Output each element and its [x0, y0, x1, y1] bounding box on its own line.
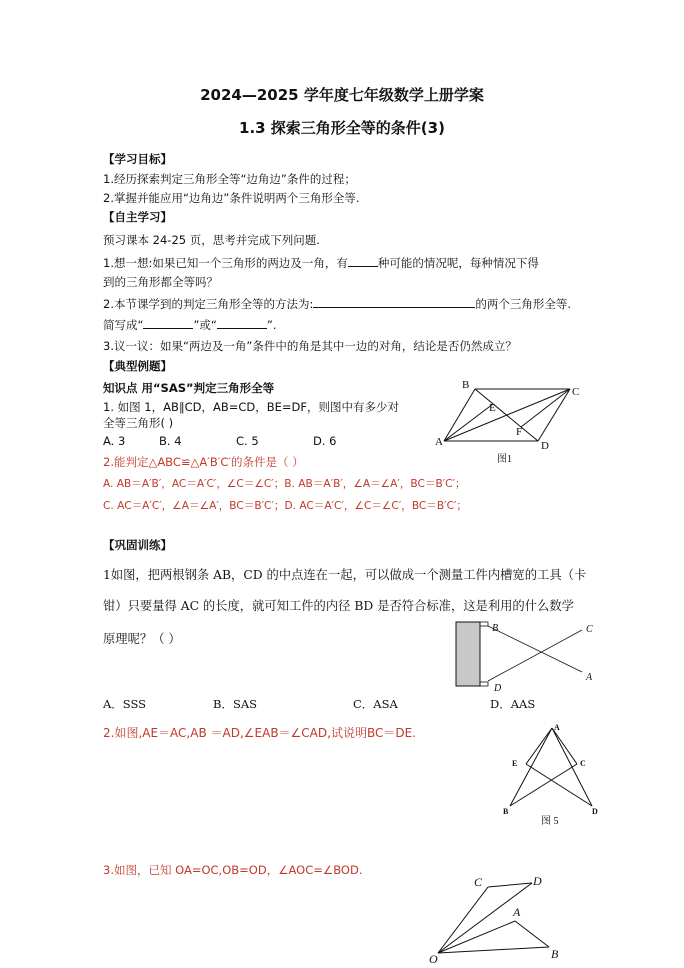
question-1-line2: 到的三角形都全等吗？ — [103, 275, 218, 289]
fig1-label-c: C — [572, 386, 580, 398]
fig1-label-f: F — [516, 426, 523, 438]
fig1-edge-ab — [444, 389, 475, 441]
fig5-label-a: A — [554, 723, 560, 732]
example-2-options-cd: C. AC＝A′C′，∠A＝∠A′，BC＝B′C′；D. AC＝A′C′，∠C＝∠C′，BC＝B′C′； — [103, 500, 467, 512]
question-1-line1 — [103, 254, 539, 271]
fig3-line-ab — [515, 921, 549, 947]
fig1-label-b: B — [462, 379, 470, 391]
goals-heading: 【学习目标】 — [103, 152, 172, 166]
workpiece-slot-top — [480, 622, 488, 626]
practice-1-line1: 1如图，把两根钢条 AB，CD 的中点连在一起，可以做成一个测量工件内槽宽的工具（卡 — [103, 568, 587, 582]
p1-option-b[interactable]: B．SAS — [213, 697, 258, 711]
q1-text-b: 种可能的情况呢，每种情况下得 — [377, 256, 539, 270]
example-2-options-ab: A. AB＝A′B′，AC＝A′C′，∠C＝∠C′；B. AB＝A′B′，∠A＝∠A′，BC＝B′C′； — [103, 478, 466, 490]
p1-option-d[interactable]: D．AAS — [490, 697, 536, 711]
q2-text-a: 2.本节课学到的判定三角形全等的方法为: — [103, 297, 314, 311]
p1-option-a[interactable]: A．SSS — [103, 697, 147, 711]
fig3-label-c: C — [474, 875, 483, 889]
fig5-caption: 图 5 — [541, 816, 559, 827]
q1-text-a: 1.想一想:如果已知一个三角形的两边及一角，有 — [103, 256, 348, 270]
goal-item-1: 1.经历探索判定三角形全等“边角边”条件的过程； — [103, 172, 356, 186]
examples-heading: 【典型例题】 — [103, 359, 172, 373]
example-2: 2.能判定△ABC≌△A′B′C′的条件是（ ） — [103, 455, 304, 469]
q1-blank[interactable] — [348, 254, 378, 267]
practice-2: 2.如图,AE＝AC,AB ＝AD,∠EAB＝∠CAD,试说明BC＝DE. — [103, 726, 416, 740]
workpiece-block — [456, 622, 480, 686]
q2-text-e: ”. — [266, 318, 277, 332]
q2-blank-method[interactable] — [313, 295, 475, 308]
practice-1-line2: 钳）只要量得 AC 的长度，就可知工件的内径 BD 是否符合标准，这是利用的什么数学 — [103, 599, 574, 613]
knowledge-point: 知识点 用“SAS”判定三角形全等 — [103, 381, 275, 395]
lesson-title: 1.3 探索三角形全等的条件(3) — [239, 119, 445, 137]
fig1-line-ae — [444, 404, 493, 441]
caliper-label-c: C — [586, 624, 593, 635]
fig5-line-bc — [510, 764, 577, 806]
practice-3: 3.如图，已知 OA=OC,OB=OD，∠AOC=∠BOD. — [103, 863, 363, 877]
fig5-label-c: C — [580, 759, 586, 768]
fig1-line-cf — [521, 389, 570, 427]
fig5-line-ac — [552, 728, 577, 764]
practice-1-line3: 原理呢？（ ） — [103, 632, 181, 646]
example-1-line1: 1. 如图 1，AB∥CD，AB=CD，BE=DF，则图中有多少对 — [103, 400, 400, 414]
example-1-options — [103, 434, 363, 450]
fig1-label-e: E — [489, 402, 496, 414]
fig5-label-b: B — [503, 807, 509, 816]
self-study-intro: 预习课本 24-25 页，思考并完成下列问题. — [103, 233, 320, 247]
ex1-option-a[interactable]: A. 3 — [103, 434, 126, 448]
figure-1 — [430, 375, 590, 465]
question-2-line2 — [103, 316, 277, 333]
caliper-label-d: D — [494, 683, 502, 694]
fig5-line-ae — [526, 728, 552, 764]
ex1-option-c[interactable]: C. 5 — [236, 434, 259, 448]
q2-text-d: ”或“ — [193, 318, 217, 332]
fig1-diagonal-ac — [444, 389, 570, 441]
ex1-option-d[interactable]: D. 6 — [313, 434, 337, 448]
fig3-label-b: B — [551, 947, 559, 961]
q2-text-c: 简写成“ — [103, 318, 144, 332]
p1-option-c[interactable]: C．ASA — [353, 697, 398, 711]
example-1-line2: 全等三角形( ) — [103, 416, 174, 430]
fig3-line-cd — [488, 883, 532, 887]
q2-blank-abbr1[interactable] — [143, 316, 193, 329]
fig1-label-a: A — [435, 436, 443, 448]
practice-heading: 【巩固训练】 — [103, 538, 172, 552]
goal-item-2: 2.掌握并能应用“边角边”条件说明两个三角形全等. — [103, 191, 360, 205]
q2-blank-abbr2[interactable] — [217, 316, 267, 329]
caliper-figure — [452, 617, 602, 695]
fig3-line-ob — [438, 947, 549, 953]
self-study-heading: 【自主学习】 — [103, 210, 172, 224]
caliper-bar-ba — [488, 626, 582, 672]
page-title: 2024—2025 学年度七年级数学上册学案 — [200, 86, 484, 104]
figure-5 — [498, 720, 610, 830]
caliper-label-a: A — [586, 672, 593, 683]
fig1-caption: 图1 — [497, 454, 512, 465]
workpiece-slot-bottom — [480, 682, 488, 686]
practice-1-options — [103, 696, 563, 712]
question-2-line1 — [103, 295, 571, 312]
fig3-label-o: O — [429, 952, 438, 966]
ex1-option-b[interactable]: B. 4 — [159, 434, 182, 448]
caliper-label-b: B — [492, 623, 499, 634]
q2-text-b: 的两个三角形全等. — [475, 297, 572, 311]
fig5-label-e: E — [512, 759, 518, 768]
fig3-label-a: A — [513, 905, 521, 919]
fig5-line-de — [526, 764, 592, 806]
figure-practice-3 — [425, 873, 575, 966]
fig3-label-d: D — [533, 874, 542, 888]
fig1-label-d: D — [541, 440, 549, 452]
question-3: 3.议一议：如果“两边及一角”条件中的角是其中一边的对角，结论是否仍然成立？ — [103, 339, 517, 353]
caliper-bar-dc — [488, 630, 582, 681]
fig1-edge-cd — [538, 389, 570, 441]
fig5-label-d: D — [592, 807, 598, 816]
